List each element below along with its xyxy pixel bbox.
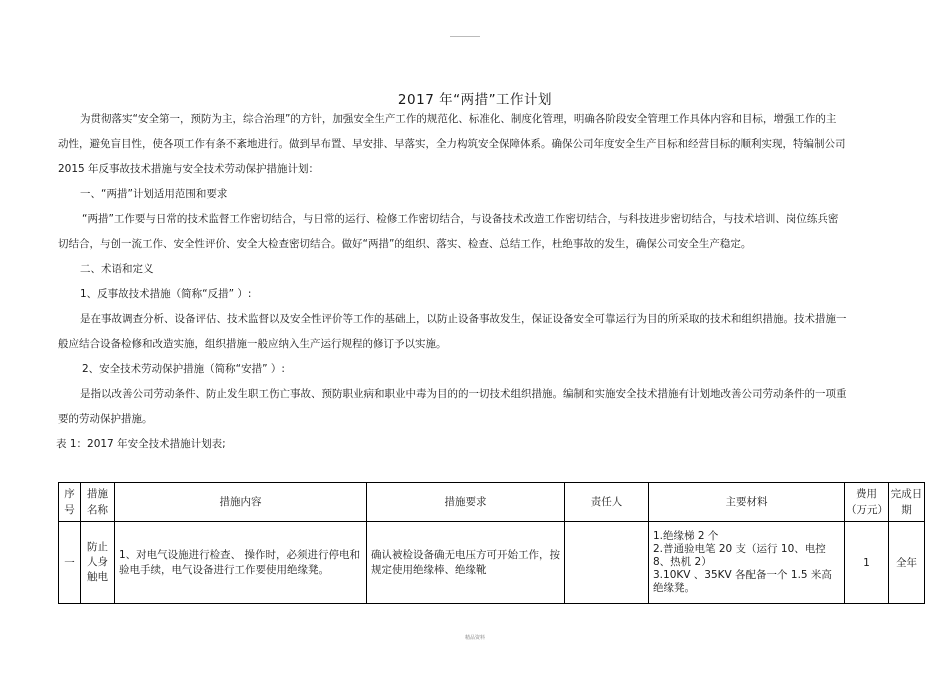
header-requirement: 措施要求 [367, 483, 565, 522]
footer-watermark: 精品资料 [464, 635, 485, 641]
section1-line: “两措”工作要与日常的技术监督工作密切结合，与日常的运行、检修工作密切结合，与设备技术改造工作密切结合，与科技进步密切结合，与技术培训、岗位练兵密 [82, 213, 839, 225]
row-cost: 1 [845, 522, 889, 604]
header-owner: 责任人 [565, 483, 649, 522]
section2-item2-line: 要的劳动保护措施。 [58, 413, 153, 425]
header-deadline: 完成日期 [889, 483, 925, 522]
section2-item1-heading: 1、反事故技术措施（简称“反措” ）: [80, 288, 252, 300]
section2-item1-line: 是在事故调查分析、设备评估、技术监督以及安全性评价等工作的基础上，以防止设备事故发生，保证设备安全可靠运行为目的所采取的技术和组织措施。技术措施一 [80, 313, 847, 325]
material-item: 1.绝缘梯 2 个 [653, 530, 719, 542]
table-header-row [59, 483, 925, 522]
section2-item2-heading: 2、安全技术劳动保护措施（简称“安措” ）: [82, 363, 285, 375]
header-rule [450, 36, 480, 37]
row-index: 一 [59, 522, 81, 604]
header-content: 措施内容 [115, 483, 367, 522]
intro-line: 为贯彻落实“安全第一，预防为主，综合治理”的方针，加强安全生产工作的规范化、标准化、制度化管理，明确各阶段安全管理工作具体内容和目标，增强工作的主 [80, 113, 837, 125]
section2-item1-line: 般应结合设备检修和改造实施，组织措施一般应纳入生产运行规程的修订予以实施。 [58, 338, 447, 350]
row-deadline: 全年 [889, 522, 925, 604]
intro-paragraph [58, 107, 910, 457]
intro-line: 2015 年反事故技术措施与安全技术劳动保护措施计划： [58, 163, 320, 175]
intro-line: 动性，避免盲目性，使各项工作有条不紊地进行。做到早布置、早安排、早落实，全力构筑安全保障体系。确保公司年度安全生产目标和经营目标的顺利实现，特编制公司 [58, 138, 846, 150]
section2-item2-line: 是指以改善公司劳动条件、防止发生职工伤亡事故、预防职业病和职业中毒为目的的一切技术组织措施。编制和实施安全技术措施有计划地改善公司劳动条件的一项重 [80, 388, 847, 400]
material-item: 2.普通验电笔 20 支（运行 10、电控 8、热机 2） [653, 543, 826, 568]
table-caption: 表 1：2017 年安全技术措施计划表; [56, 438, 226, 450]
row-requirement: 确认被检设备确无电压方可开始工作，按规定使用绝缘棒、绝缘靴 [367, 522, 565, 604]
row-materials [649, 522, 845, 604]
header-index: 序号 [59, 483, 81, 522]
header-cost: 费用（万元） [845, 483, 889, 522]
section1-line: 切结合，与创一流工作、安全性评价、安全大检查密切结合。做好“两措”的组织、落实、检查、总结工作，杜绝事故的发生，确保公司安全生产稳定。 [58, 238, 752, 250]
header-materials: 主要材料 [649, 483, 845, 522]
document-title: 2017 年“两措”工作计划 [397, 92, 553, 108]
safety-measures-table [58, 482, 925, 604]
section2-heading: 二、术语和定义 [80, 263, 154, 275]
row-content: 1、对电气设施进行检查、 操作时，必须进行停电和验电手续，电气设备进行工作要使用绝缘凳。 [115, 522, 367, 604]
row-owner [565, 522, 649, 604]
header-name: 措施名称 [81, 483, 115, 522]
table-row [59, 522, 925, 604]
row-name: 防止人身触电 [81, 522, 115, 604]
section1-heading: 一、“两措”计划适用范围和要求 [80, 188, 228, 200]
material-item: 3.10KV 、35KV 各配备一个 1.5 米高绝缘凳。 [653, 569, 832, 594]
